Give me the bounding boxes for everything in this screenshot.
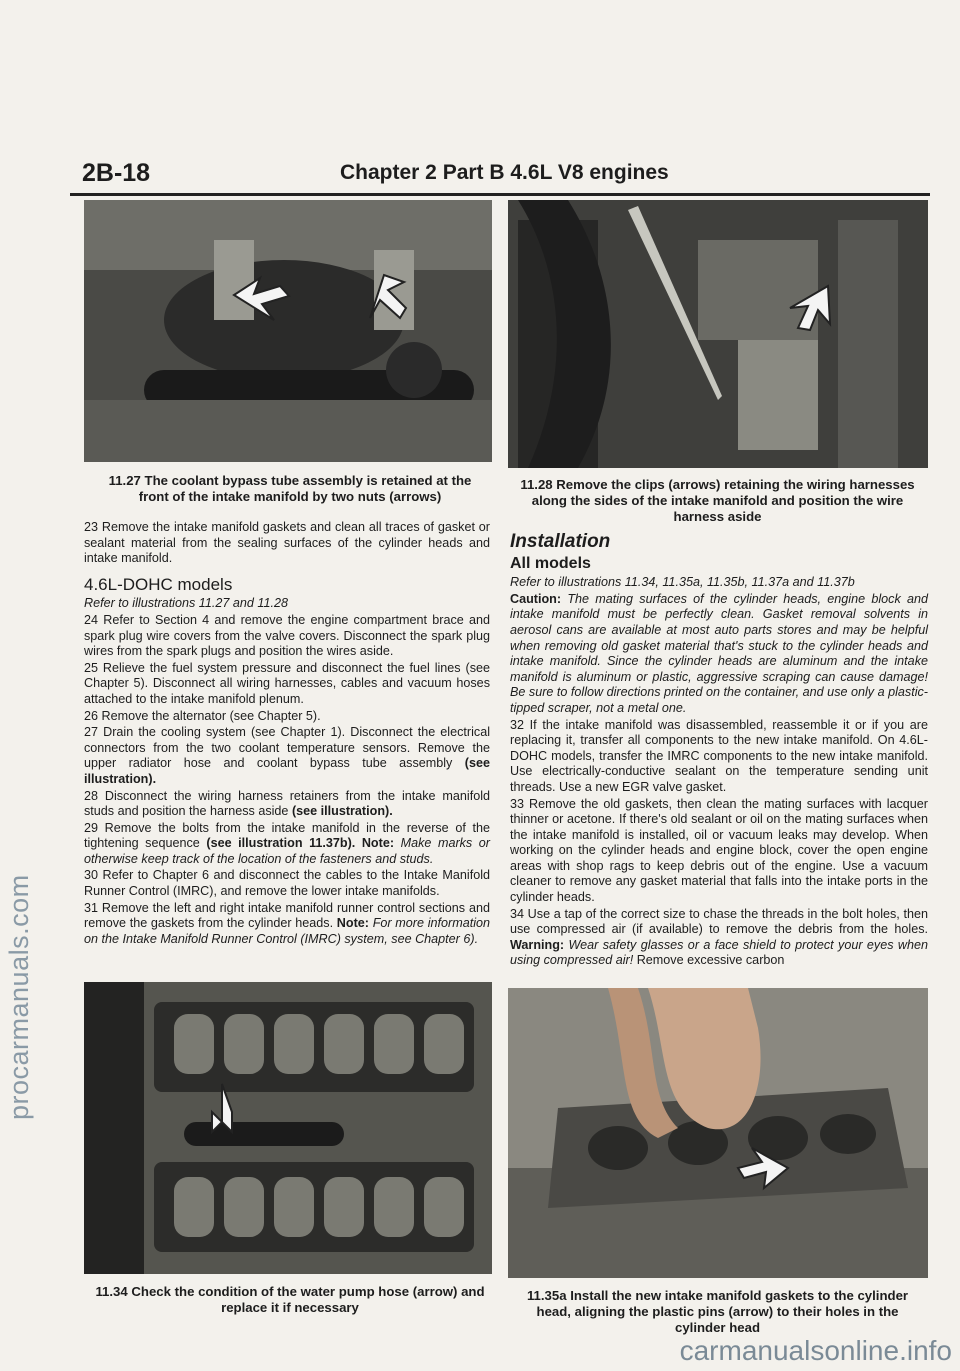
paragraph-29: 29 Remove the bolts from the intake manifold in the reverse of the tightening sequence (see illustration 11.37b). Note: Make marks or otherwise keep track of the location of the fasteners and studs.	[84, 820, 490, 866]
paragraph-32: 32 If the intake manifold was disassembled, reassemble it or if you are replacing it, transfer all components to the new intake manifold. On 4.6L-DOHC models, transfer the IMRC components to the new intake manifold. Use electrically-conductive sealant on the temperature sending unit threads. Use a new EGR valve gasket.	[510, 717, 928, 794]
caption-11-28: 11.28 Remove the clips (arrows) retaining the wiring harnesses along the sides of the intake manifold and position the wire harness aside	[520, 477, 915, 524]
installation-heading: Installation	[510, 531, 611, 552]
paragraph-33: 33 Remove the old gaskets, then clean the mating surfaces with lacquer thinner or acetone. If there's old sealant or oil on the mating surfaces when the intake manifold is installed, oil or vacuum leaks may develop. When working on the cylinder heads and engine block, cover the open engine areas with shop rags to keep debris out of the engine. Use a vacuum cleaner to remove any gasket material that falls into the intake ports in the cylinder heads.	[510, 796, 928, 905]
caution-paragraph: Caution: The mating surfaces of the cylinder heads, engine block and intake manifold must be perfectly clean. Gasket removal solvents in aerosol cans are available at most auto parts stores and may be helpful when removing old gasket material that's stuck to the cylinder heads and intake manifold. Since the cylinder heads are aluminum and the intake manifold is aluminum or plastic, aggressive scraping can cause damage! Be sure to follow directions printed on the container, and use only a plastic-tipped scraper, not a metal one.	[510, 591, 928, 715]
all-models-heading: All models	[510, 554, 591, 572]
page-header	[70, 155, 940, 195]
right-text-column	[510, 528, 928, 970]
photo-wiring-harness-clips	[508, 200, 928, 468]
photo-water-pump-hose	[84, 982, 492, 1274]
dohc-models-heading: 4.6L-DOHC models	[84, 574, 233, 594]
bottom-watermark: carmanualsonline.info	[679, 1335, 952, 1366]
paragraph-23: 23 Remove the intake manifold gaskets and clean all traces of gasket or sealant material from the sealing surfaces of the cylinder heads and intake manifold.	[84, 520, 490, 566]
photo-coolant-bypass-tube	[84, 200, 492, 462]
caption-11-34: 11.34 Check the condition of the water pump hose (arrow) and replace it if necessary	[95, 1284, 485, 1315]
caption-11-35a: 11.35a Install the new intake manifold gaskets to the cylinder head, aligning the plastic pins (arrow) to their holes in the cylinder head	[526, 1288, 909, 1335]
paragraph-27: 27 Drain the cooling system (see Chapter 1). Disconnect the electrical connectors from the two coolant temperature sensors. Remove the upper radiator hose and coolant bypass tube assembly (see illustration).	[84, 725, 490, 786]
all-models-illustration-ref: Refer to illustrations 11.34, 11.35a, 11.35b, 11.37a and 11.37b	[510, 575, 855, 590]
paragraph-24: 24 Refer to Section 4 and remove the engine compartment brace and spark plug wire covers from the valve covers. Disconnect the spark plug wires from the spark plugs and position the wires aside.	[84, 612, 490, 659]
side-watermark: procarmanuals.com	[4, 874, 34, 1120]
paragraph-30: 30 Refer to Chapter 6 and disconnect the cables to the Intake Manifold Runner Control (IMRC), and remove the lower intake manifolds.	[84, 868, 490, 899]
paragraph-25: 25 Relieve the fuel system pressure and disconnect the fuel lines (see Chapter 5). Disconnect all wiring harnesses, cables and vacuum hoses attached to the intake manifold plenum.	[84, 660, 490, 706]
paragraph-28: 28 Disconnect the wiring harness retainers from the intake manifold studs and position the harness aside (see illustration).	[84, 788, 490, 819]
page-number: 2B-18	[82, 159, 151, 187]
paragraph-26: 26 Remove the alternator (see Chapter 5).	[84, 708, 321, 723]
chapter-title: Chapter 2 Part B 4.6L V8 engines	[340, 161, 669, 184]
header-rule	[70, 193, 930, 196]
paragraph-34: 34 Use a tap of the correct size to chase the threads in the bolt holes, then use compressed air (if available) to remove the debris from the holes. Warning: Wear safety glasses or a face shield to protect your eyes when using compressed air! Remove excessive carbon	[510, 906, 928, 968]
paragraph-31: 31 Remove the left and right intake manifold runner control sections and remove the gaskets from the cylinder heads. Note: For more information on the Intake Manifold Runner Control (IMRC) system, see Chapter 6).	[84, 900, 491, 946]
caption-11-27: 11.27 The coolant bypass tube assembly is retained at the front of the intake manifold by two nuts (arrows)	[108, 473, 472, 504]
photo-intake-gasket-install	[508, 988, 928, 1278]
dohc-illustration-ref: Refer to illustrations 11.27 and 11.28	[84, 596, 288, 611]
left-text-column	[84, 520, 490, 948]
